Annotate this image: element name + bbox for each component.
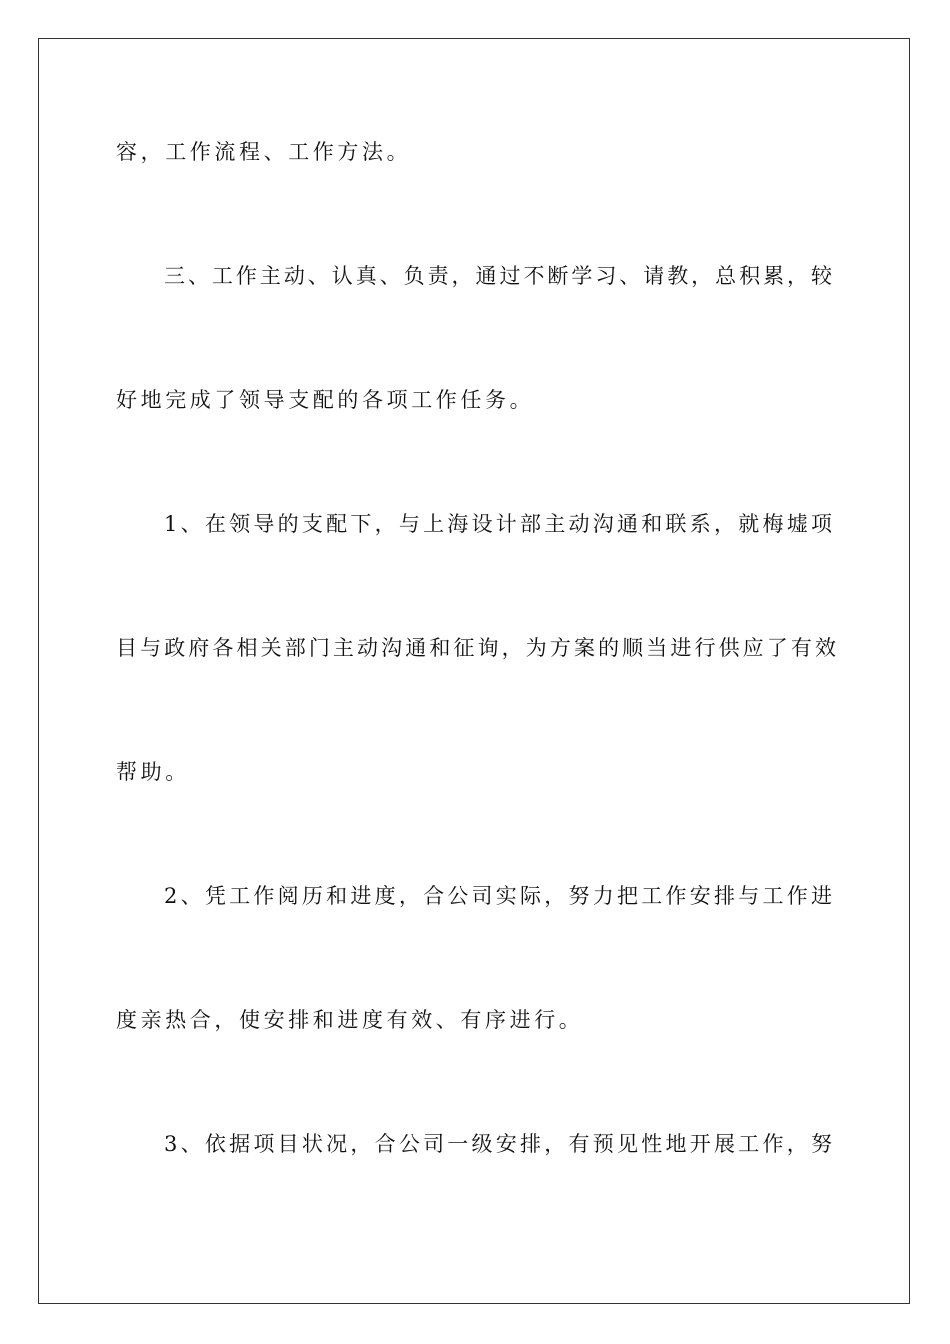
text-line-6: 帮助。	[116, 760, 190, 784]
text-line-9: 3、依据项目状况，合公司一级安排，有预见性地开展工作，努	[164, 1132, 832, 1156]
text-line-5: 目与政府各相关部门主动沟通和征询，为方案的顺当进行供应了有效	[116, 636, 836, 660]
text-line-3: 好地完成了领导支配的各项工作任务。	[116, 388, 535, 412]
text-line-1: 容，工作流程、工作方法。	[116, 140, 412, 164]
text-line-8: 度亲热合，使安排和进度有效、有序进行。	[116, 1008, 584, 1032]
page-border	[38, 38, 910, 1304]
text-line-2: 三、工作主动、认真、负责，通过不断学习、请教，总积累，较	[164, 264, 832, 288]
text-line-4: 1、在领导的支配下，与上海设计部主动沟通和联系，就梅墟项	[164, 512, 832, 536]
text-line-7: 2、凭工作阅历和进度，合公司实际，努力把工作安排与工作进	[164, 884, 832, 908]
